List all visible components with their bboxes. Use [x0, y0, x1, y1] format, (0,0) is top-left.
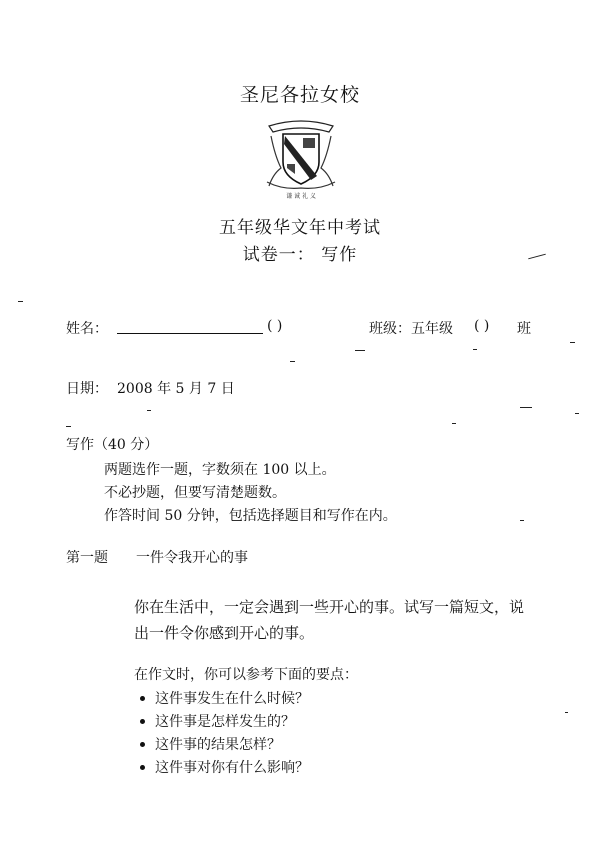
scan-speck	[147, 410, 151, 411]
question-paragraph: 你在生活中，一定会遇到一些开心的事。试写一篇短文，说出一件令你感到开心的事。	[134, 598, 525, 642]
school-crest-icon	[263, 116, 339, 200]
date-value: 2008 年 5 月 7 日	[117, 381, 235, 397]
school-name: 圣尼各拉女校	[239, 84, 360, 106]
bullet-icon	[140, 742, 145, 747]
bullet-icon	[140, 765, 145, 770]
instruction-line: 不必抄题，但要写清楚题数。	[104, 485, 286, 501]
question-title: 一件令我开心的事	[136, 550, 248, 566]
scan-speck	[520, 520, 524, 521]
point-text: 这件事的结果怎样？	[155, 737, 281, 753]
scan-speck	[66, 426, 71, 427]
section-heading: 写作（40 分）	[66, 437, 159, 453]
name-blank[interactable]	[117, 333, 263, 334]
scan-speck	[575, 413, 579, 414]
list-item	[134, 734, 309, 757]
scan-speck	[570, 342, 575, 343]
scan-speck	[520, 407, 532, 408]
instruction-line: 两题选作一题，字数须在 100 以上。	[104, 462, 336, 478]
name-label: 姓名：	[66, 321, 108, 337]
class-blank[interactable]: ( )	[474, 318, 490, 334]
point-text: 这件事对你有什么影响？	[155, 760, 309, 776]
bullet-icon	[140, 719, 145, 724]
scan-speck	[355, 350, 365, 351]
bullet-icon	[140, 696, 145, 701]
question-number: 第一题	[66, 550, 108, 566]
class-label: 班级：五年级	[369, 321, 453, 337]
points-list	[134, 688, 309, 780]
point-text: 这件事是怎样发生的？	[155, 714, 295, 730]
scan-speck	[290, 361, 295, 362]
scan-speck	[473, 349, 477, 350]
scan-speck	[565, 712, 568, 713]
crest-motto: 谦 诚 礼 义	[286, 193, 316, 200]
exam-title: 五年级华文年中考试	[219, 218, 381, 238]
hint-text: 在作文时，你可以参考下面的要点：	[134, 667, 358, 683]
paper-title: 试卷一： 写作	[242, 245, 358, 265]
class-suffix: 班	[517, 321, 531, 337]
list-item	[134, 688, 309, 711]
list-item	[134, 711, 309, 734]
scan-speck	[452, 423, 456, 424]
scan-speck	[18, 301, 23, 302]
instruction-line: 作答时间 50 分钟，包括选择题目和写作在内。	[104, 508, 397, 524]
list-item	[134, 757, 309, 780]
date-label: 日期：	[66, 381, 108, 397]
point-text: 这件事发生在什么时候？	[155, 691, 309, 707]
name-number-blank[interactable]: ( )	[267, 318, 283, 334]
